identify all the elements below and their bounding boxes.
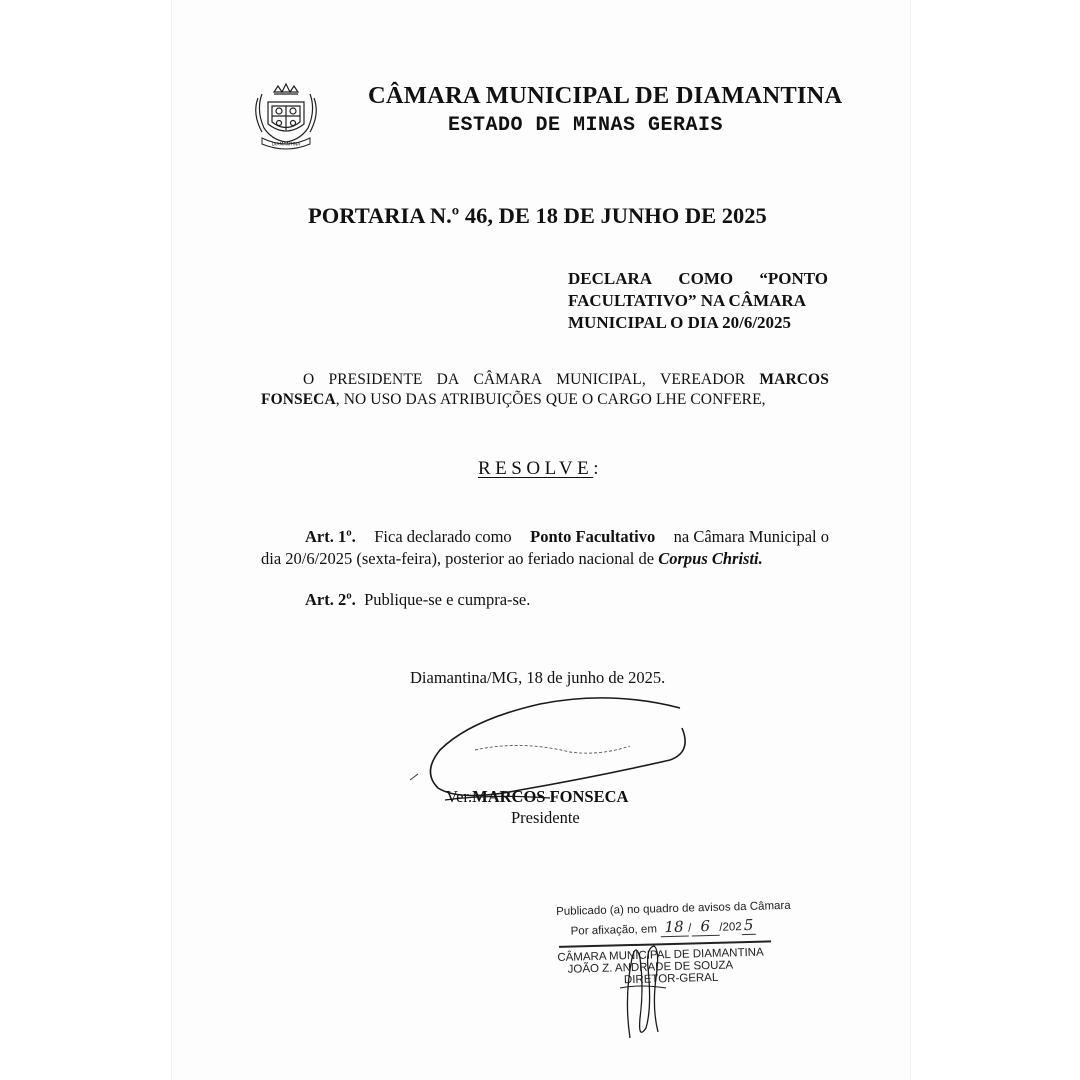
preamble-word: O (303, 371, 315, 388)
stamp-line-1: Publicado (a) no quadro de avisos da Câmara (556, 899, 791, 918)
summary-word: “PONTO (759, 269, 828, 288)
preamble-name-end: FONSECA (261, 391, 336, 408)
resolve-colon: : (593, 458, 604, 479)
summary-line-3: MUNICIPAL O DIA 20/6/2025 (568, 313, 792, 332)
resolve-heading (478, 458, 603, 480)
stamp-signature-scribble (600, 928, 680, 1048)
stamp-name: JOÃO Z. ANDRADE DE SOUZA (567, 959, 734, 976)
article-1-label: Art. 1º. (305, 527, 356, 546)
stamp-month: 6 (691, 917, 719, 937)
preamble-paragraph (261, 370, 829, 410)
article-2 (305, 590, 530, 610)
preamble-line-2 (261, 390, 829, 410)
summary-word: COMO (678, 269, 734, 288)
signer-full-name: MARCOS FONSECA (472, 787, 629, 806)
preamble-word: VEREADOR (660, 371, 746, 388)
summary-line-2: FACULTATIVO” NA CÂMARA (568, 291, 806, 310)
signer-role: Presidente (511, 808, 580, 827)
article-1-line-2 (261, 548, 829, 570)
stamp-posting-label: Por afixação, em (570, 923, 658, 938)
crest-ribbon-label: DIAMANTINA (271, 142, 301, 148)
ordinance-summary (568, 268, 828, 334)
stamp-year-digit: 5 (741, 916, 755, 935)
stamp-year-prefix: 202 (722, 921, 742, 934)
ordinance-title: PORTARIA N.º 46, DE 18 DE JUNHO DE 2025 (308, 203, 767, 228)
article-2-text: Publique-se e cumpra-se. (364, 590, 531, 609)
preamble-line-1 (261, 370, 829, 390)
preamble-name-start: MARCOS (759, 371, 829, 388)
preamble-word: DA (436, 371, 460, 388)
state-subtitle: ESTADO DE MINAS GERAIS (448, 114, 724, 137)
article-1-italic-term: Corpus Christi. (658, 549, 763, 568)
summary-word: DECLARA (568, 269, 653, 288)
stamp-org: CÂMARA MUNICIPAL DE DIAMANTINA (557, 946, 764, 964)
article-2-label: Art. 2º. (305, 590, 356, 609)
signer-prefix: Ver. (446, 787, 473, 806)
municipal-crest-emblem (248, 80, 324, 152)
article-1-text: na Câmara Municipal o (673, 527, 829, 546)
article-1-bold-term: Ponto Facultativo (530, 527, 656, 546)
place-and-date: Diamantina/MG, 18 de junho de 2025. (410, 668, 666, 687)
signer-name (446, 787, 628, 807)
preamble-word: CÂMARA (473, 371, 543, 388)
article-1-text: dia 20/6/2025 (sexta-feira), posterior ao feriado nacional de (261, 549, 655, 568)
stamp-day: 18 (660, 918, 688, 938)
stamp-title: DIRETOR-GERAL (623, 971, 719, 987)
article-1-text: Fica declarado como (374, 527, 512, 546)
article-1 (261, 526, 829, 570)
article-1-line-1 (261, 526, 829, 548)
resolve-word: RESOLVE (478, 458, 594, 479)
institution-title: CÂMARA MUNICIPAL DE DIAMANTINA (368, 82, 843, 109)
preamble-word: PRESIDENTE (328, 371, 423, 388)
summary-line-1 (568, 268, 828, 290)
preamble-rest: , NO USO DAS ATRIBUIÇÕES QUE O CARGO LHE CONFERE, (335, 391, 766, 408)
stamp-line-2: Por afixação, em 18 / 6 /202 5 (570, 915, 776, 939)
preamble-word: MUNICIPAL, (556, 371, 646, 388)
